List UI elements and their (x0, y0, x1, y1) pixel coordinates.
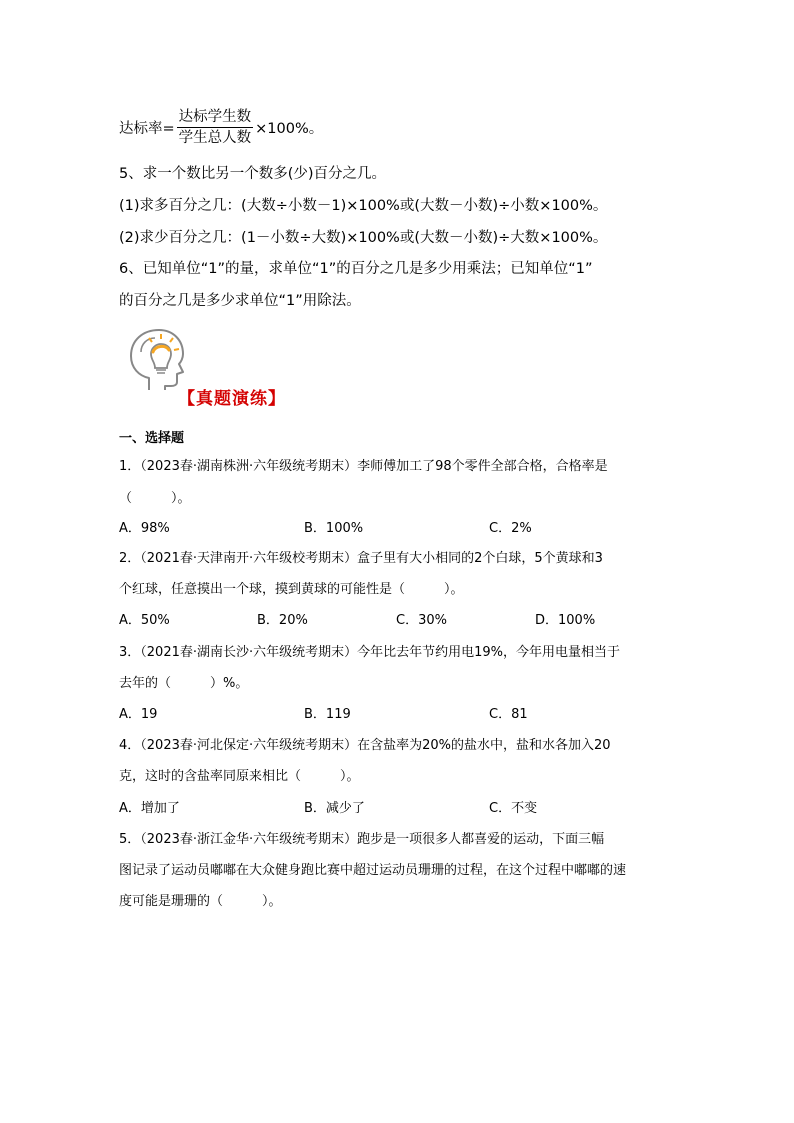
question-2-line2: 个红球，任意摸出一个球，摸到黄球的可能性是（ ）。 (119, 582, 464, 597)
question-1-option-a[interactable]: A．98% (119, 521, 170, 536)
question-5-line1: 5．（2023春·浙江金华·六年级统考期末）跑步是一项很多人都喜爱的运动，下面三幅 (119, 832, 605, 847)
question-1-option-b[interactable]: B．100% (304, 521, 364, 536)
question-4-line1: 4．（2023春·河北保定·六年级统考期末）在含盐率为20%的盐水中，盐和水各加入20 (119, 738, 611, 753)
formula-fraction (177, 107, 254, 148)
rule-5: 5、求一个数比另一个数多(少)百分之几。 (119, 166, 387, 182)
question-4-line2: 克，这时的含盐率同原来相比（ ）。 (119, 769, 360, 784)
question-2-option-a[interactable]: A．50% (119, 613, 170, 628)
rate-formula (119, 104, 323, 150)
question-2-option-c[interactable]: C．30% (396, 613, 447, 628)
question-3-option-a[interactable]: A．19 (119, 707, 158, 722)
question-4-option-c[interactable]: C．不变 (489, 801, 538, 816)
question-2-line1: 2．（2021春·天津南开·六年级校考期末）盒子里有大小相同的2个白球，5个黄球和3 (119, 551, 603, 566)
question-3-option-b[interactable]: B．119 (304, 707, 351, 722)
rule-5-1: (1)求多百分之几：(大数÷小数－1)×100%或(大数－小数)÷小数×100%。 (119, 198, 608, 214)
question-5-line3: 度可能是珊珊的（ ）。 (119, 894, 282, 909)
formula-denominator: 学生总人数 (178, 129, 252, 146)
question-4-option-a[interactable]: A．增加了 (119, 801, 180, 816)
question-5-line2: 图记录了运动员嘟嘟在大众健身跑比赛中超过运动员珊珊的过程，在这个过程中嘟嘟的速 (119, 863, 627, 878)
question-2-option-b[interactable]: B．20% (257, 613, 308, 628)
formula-rhs: ×100%。 (255, 120, 324, 137)
question-3-option-c[interactable]: C．81 (489, 707, 528, 722)
formula-numerator: 达标学生数 (178, 108, 252, 125)
formula-lhs: 达标率= (119, 120, 175, 137)
question-1-option-c[interactable]: C．2% (489, 521, 532, 536)
section-banner: 【真题演练】 (178, 389, 286, 409)
section-title: 一、选择题 (119, 431, 185, 446)
question-3-line1: 3．（2021春·湖南长沙·六年级统考期末）今年比去年节约用电19%，今年用电量相当于 (119, 645, 621, 660)
rule-6-line1: 6、已知单位“1”的量，求单位“1”的百分之几是多少用乘法；已知单位“1” (119, 261, 593, 277)
rule-5-2: (2)求少百分之几：(1－小数÷大数)×100%或(大数－小数)÷大数×100%。 (119, 230, 608, 246)
question-1-line2: （ ）。 (119, 491, 191, 506)
question-3-line2: 去年的（ ）%。 (119, 676, 249, 691)
question-1-line1: 1．（2023春·湖南株洲·六年级统考期末）李师傅加工了98个零件全部合格，合格率是 (119, 459, 608, 474)
rule-6-line2: 的百分之几是多少求单位“1”用除法。 (119, 293, 361, 309)
question-4-option-b[interactable]: B．减少了 (304, 801, 365, 816)
question-2-option-d[interactable]: D．100% (535, 613, 596, 628)
